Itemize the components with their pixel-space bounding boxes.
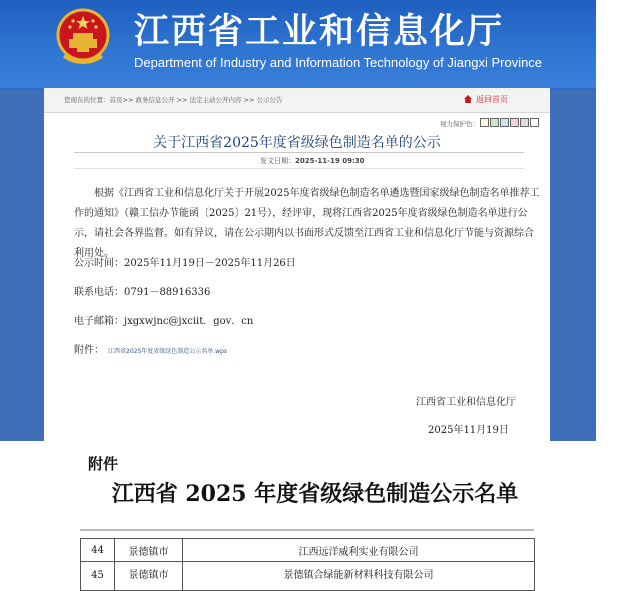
sign-date: 2025年11月19日	[428, 425, 509, 436]
article-title: 关于江西省2025年度省级绿色制造名单的公示	[153, 135, 441, 151]
site-subtitle: Department of Industry and Information Technology of Jiangxi Province	[134, 55, 543, 70]
contact-email: 电子邮箱：jxgxwjnc@jxciit．gov．cn	[74, 316, 254, 327]
row-city: 景德镇市	[115, 539, 183, 562]
content-panel	[44, 88, 550, 441]
publicity-period: 公示时间：2025年11月19日－2025年11月26日	[74, 258, 296, 269]
signer: 江西省工业和信息化厅	[416, 397, 516, 408]
table-row	[81, 539, 535, 562]
publish-date-value: 2025-11-19 09:30	[295, 157, 365, 165]
breadcrumb[interactable]: 您现在的位置：首页>> 政务信息公开 >> 法定主动公开内容 >> 公示公告	[64, 96, 283, 104]
site-title: 江西省工业和信息化厅	[134, 11, 505, 52]
attachment-document	[0, 441, 630, 591]
attachment-label: 附件：	[74, 345, 104, 356]
vision-color-swatch[interactable]	[490, 118, 499, 127]
vision-protection-label: 视力保护色：	[440, 120, 479, 128]
row-number: 44	[81, 539, 115, 562]
contact-phone: 联系电话：0791－88916336	[74, 287, 211, 298]
row-city: 景德镇市	[115, 562, 183, 591]
home-link[interactable]	[464, 94, 508, 105]
row-company: 江西远洋威利实业有限公司	[183, 539, 535, 562]
attachment	[74, 341, 227, 356]
article-paragraph: 根据《江西省工业和信息化厅关于开展2025年度省级绿色制造名单遴选暨国家级绿色制造名单推荐工作的通知》（赣工信办节能函〔2025〕21号），经评审，现将江西省2025年度省级绿色制造名单进行公示，请社会各界监督。如有异议，请在公示期内以书面形式反馈至江西省工业和信息化厅节能与资源综合利用处。	[74, 188, 540, 259]
home-link-label: 返回首页	[476, 95, 508, 104]
breadcrumb-bar	[44, 88, 550, 113]
vision-color-swatch[interactable]	[510, 118, 519, 127]
home-icon	[464, 95, 472, 103]
table-row	[81, 562, 535, 591]
site-header	[0, 0, 596, 90]
row-number: 45	[81, 562, 115, 591]
title-divider	[74, 152, 524, 153]
vision-color-swatch[interactable]	[520, 118, 529, 127]
doc-title: 江西省 2025 年度省级绿色制造公示名单	[111, 481, 519, 507]
publish-date	[260, 156, 365, 166]
table-partial-row	[80, 529, 534, 531]
national-emblem-icon	[56, 8, 110, 66]
vision-color-swatch[interactable]	[530, 118, 539, 127]
list-table	[80, 538, 535, 591]
vision-color-swatch[interactable]	[500, 118, 509, 127]
publish-date-label: 发文日期：	[260, 157, 295, 165]
vision-color-picker	[480, 118, 539, 127]
row-company: 景德镇合绿能新材料科技有限公司	[183, 562, 535, 591]
doc-label: 附件	[88, 455, 119, 473]
date-divider	[74, 168, 524, 169]
vision-color-swatch[interactable]	[480, 118, 489, 127]
attachment-link[interactable]: 江西省2025年度省级绿色制造公示名单.wps	[108, 348, 228, 355]
